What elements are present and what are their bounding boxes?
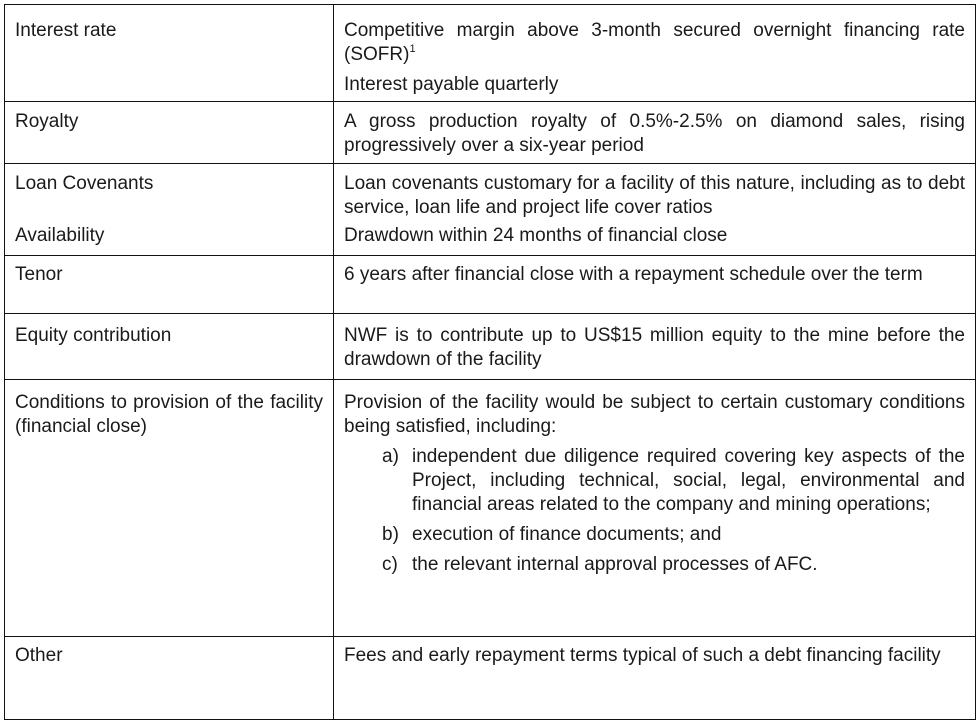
term-label: Equity contribution <box>5 314 334 380</box>
detail-paragraph: Loan covenants customary for a facility of this nature, including as to debt service, loan life and project life cover ratios <box>344 173 965 218</box>
list-item <box>382 445 965 517</box>
list-item-text: the relevant internal approval processes of AFC. <box>412 554 818 575</box>
list-marker: c) <box>382 554 398 575</box>
conditions-list <box>344 445 965 577</box>
term-label: Other <box>5 637 334 720</box>
term-detail <box>334 380 976 637</box>
detail-paragraph <box>344 19 965 67</box>
table-row-equity-contribution <box>5 314 976 380</box>
term-detail <box>334 256 976 314</box>
table-row-conditions <box>5 380 976 637</box>
detail-text: Competitive margin above 3-month secured overnight financing rate (SOFR) <box>344 20 965 65</box>
detail-paragraph: NWF is to contribute up to US$15 million equity to the mine before the drawdown of the facility <box>344 325 965 370</box>
loan-terms-table <box>4 4 976 720</box>
term-detail <box>334 314 976 380</box>
term-detail <box>334 102 976 164</box>
detail-paragraph: Provision of the facility would be subject to certain customary conditions being satisfied, including: <box>344 392 965 437</box>
table-row-other <box>5 637 976 720</box>
term-detail <box>334 5 976 102</box>
term-detail <box>334 164 976 224</box>
table-row-loan-covenants <box>5 164 976 224</box>
term-label: Loan Covenants <box>5 164 334 224</box>
footnote-marker: 1 <box>409 43 416 55</box>
list-marker: b) <box>382 524 399 545</box>
table-row-tenor <box>5 256 976 314</box>
term-detail <box>334 637 976 720</box>
list-item-text: execution of finance documents; and <box>412 524 722 545</box>
list-item-text: independent due diligence required covering key aspects of the Project, including technical, social, legal, environmental and financial areas related to the company and mining operations; <box>412 446 965 515</box>
term-detail <box>334 224 976 256</box>
detail-paragraph: 6 years after financial close with a repayment schedule over the term <box>344 264 923 285</box>
table-row-availability <box>5 224 976 256</box>
detail-paragraph: Fees and early repayment terms typical of such a debt financing facility <box>344 645 941 666</box>
term-label: Royalty <box>5 102 334 164</box>
term-label: Tenor <box>5 256 334 314</box>
term-label: Conditions to provision of the facility (financial close) <box>5 380 334 637</box>
term-label: Interest rate <box>5 5 334 102</box>
term-label: Availability <box>5 224 334 256</box>
detail-paragraph: Interest payable quarterly <box>344 74 559 95</box>
detail-paragraph: A gross production royalty of 0.5%-2.5% on diamond sales, rising progressively over a six-year period <box>344 111 965 156</box>
list-marker: a) <box>382 446 399 467</box>
table-row-interest-rate <box>5 5 976 102</box>
list-item <box>382 553 965 577</box>
table-row-royalty <box>5 102 976 164</box>
detail-paragraph: Drawdown within 24 months of financial close <box>344 224 728 246</box>
list-item <box>382 523 965 547</box>
